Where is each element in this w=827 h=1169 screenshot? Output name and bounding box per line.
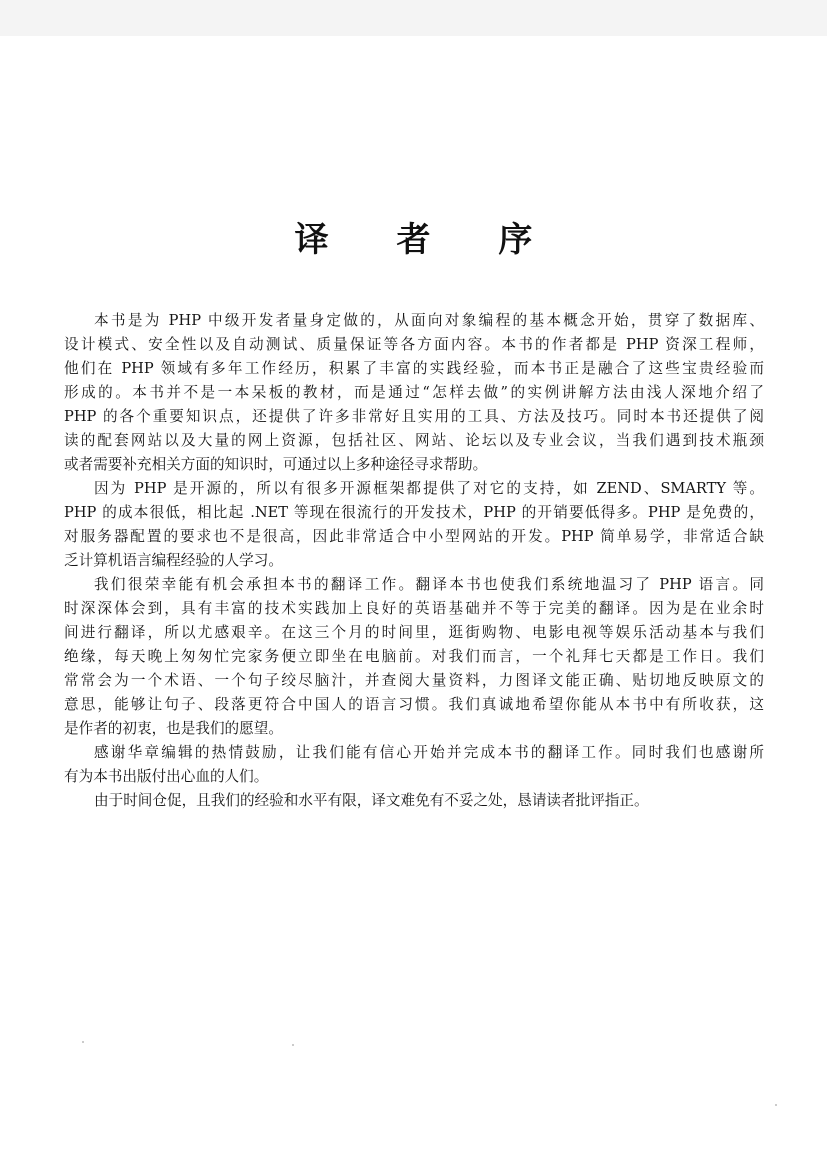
- paragraph: [64, 741, 764, 789]
- paragraph-line: 形成的。本书并不是一本呆板的教材，而是通过“怎样去做”的实例讲解方法由浅人深地介绍了: [64, 384, 764, 401]
- scan-speck: [82, 1041, 84, 1043]
- paragraph: [64, 573, 764, 741]
- page-title: 译 者 序: [294, 220, 561, 260]
- paragraph-line: 设计模式、安全性以及自动测试、质量保证等各方面内容。本书的作者都是 PHP 资深工程师，: [64, 336, 764, 353]
- paragraph-line: 时深深体会到，具有丰富的技术实践加上良好的英语基础并不等于完美的翻译。因为是在业余时: [64, 600, 764, 617]
- paragraph: [64, 477, 764, 573]
- paragraph-line: 乏计算机语言编程经验的人学习。: [64, 552, 283, 569]
- body-text: [64, 309, 764, 813]
- paragraph-line: PHP 的成本很低，相比起 .NET 等现在很流行的开发技术，PHP 的开销要低得多。PHP 是免费的，: [64, 504, 764, 521]
- paragraph: [64, 789, 764, 813]
- paragraph-line: 或者需要补充相关方面的知识时，可通过以上多种途径寻求帮助。: [64, 456, 488, 473]
- paragraph-line: 意思，能够让句子、段落更符合中国人的语言习惯。我们真诚地希望你能从本书中有所收获，这: [64, 696, 764, 713]
- paragraph-line: 是作者的初衷，也是我们的愿望。: [64, 720, 283, 737]
- paragraph-line: PHP 的各个重要知识点，还提供了许多非常好且实用的工具、方法及技巧。同时本书还提供了阅: [64, 408, 764, 425]
- paragraph-line: 他们在 PHP 领域有多年工作经历，积累了丰富的实践经验，而本书正是融合了这些宝贵经验而: [64, 360, 764, 377]
- paragraph-line: 有为本书出版付出心血的人们。: [64, 768, 269, 785]
- paragraph-line: 我们很荣幸能有机会承担本书的翻译工作。翻译本书也使我们系统地温习了 PHP 语言。同: [94, 576, 764, 593]
- paragraph-line: 本书是为 PHP 中级开发者量身定做的，从面向对象编程的基本概念开始，贯穿了数据库、: [94, 312, 764, 329]
- scan-speck: [775, 1104, 777, 1106]
- scan-speck: [292, 1044, 294, 1046]
- paragraph-line: 常常会为一个术语、一个句子绞尽脑汁，并查阅大量资料，力图译文能正确、贴切地反映原文的: [64, 672, 764, 689]
- paragraph-line: 间进行翻译，所以尤感艰辛。在这三个月的时间里，逛街购物、电影电视等娱乐活动基本与我们: [64, 624, 764, 641]
- paragraph-line: 对服务器配置的要求也不是很高，因此非常适合中小型网站的开发。PHP 简单易学，非常适合缺: [64, 528, 764, 545]
- paragraph-line: 因为 PHP 是开源的，所以有很多开源框架都提供了对它的支持，如 ZEND、SMARTY 等。: [94, 480, 764, 497]
- paragraph-line: 由于时间仓促，且我们的经验和水平有限，译文难免有不妥之处，恳请读者批评指正。: [94, 792, 649, 809]
- paragraph-line: 绝缘，每天晚上匆匆忙完家务便立即坐在电脑前。对我们而言，一个礼拜七天都是工作日。我们: [64, 648, 764, 665]
- paragraph-line: 感谢华章编辑的热情鼓励，让我们能有信心开始并完成本书的翻译工作。同时我们也感谢所: [94, 744, 764, 761]
- paragraph: [64, 309, 764, 477]
- paragraph-line: 读的配套网站以及大量的网上资源，包括社区、网站、论坛以及专业会议，当我们遇到技术瓶颈: [64, 432, 764, 449]
